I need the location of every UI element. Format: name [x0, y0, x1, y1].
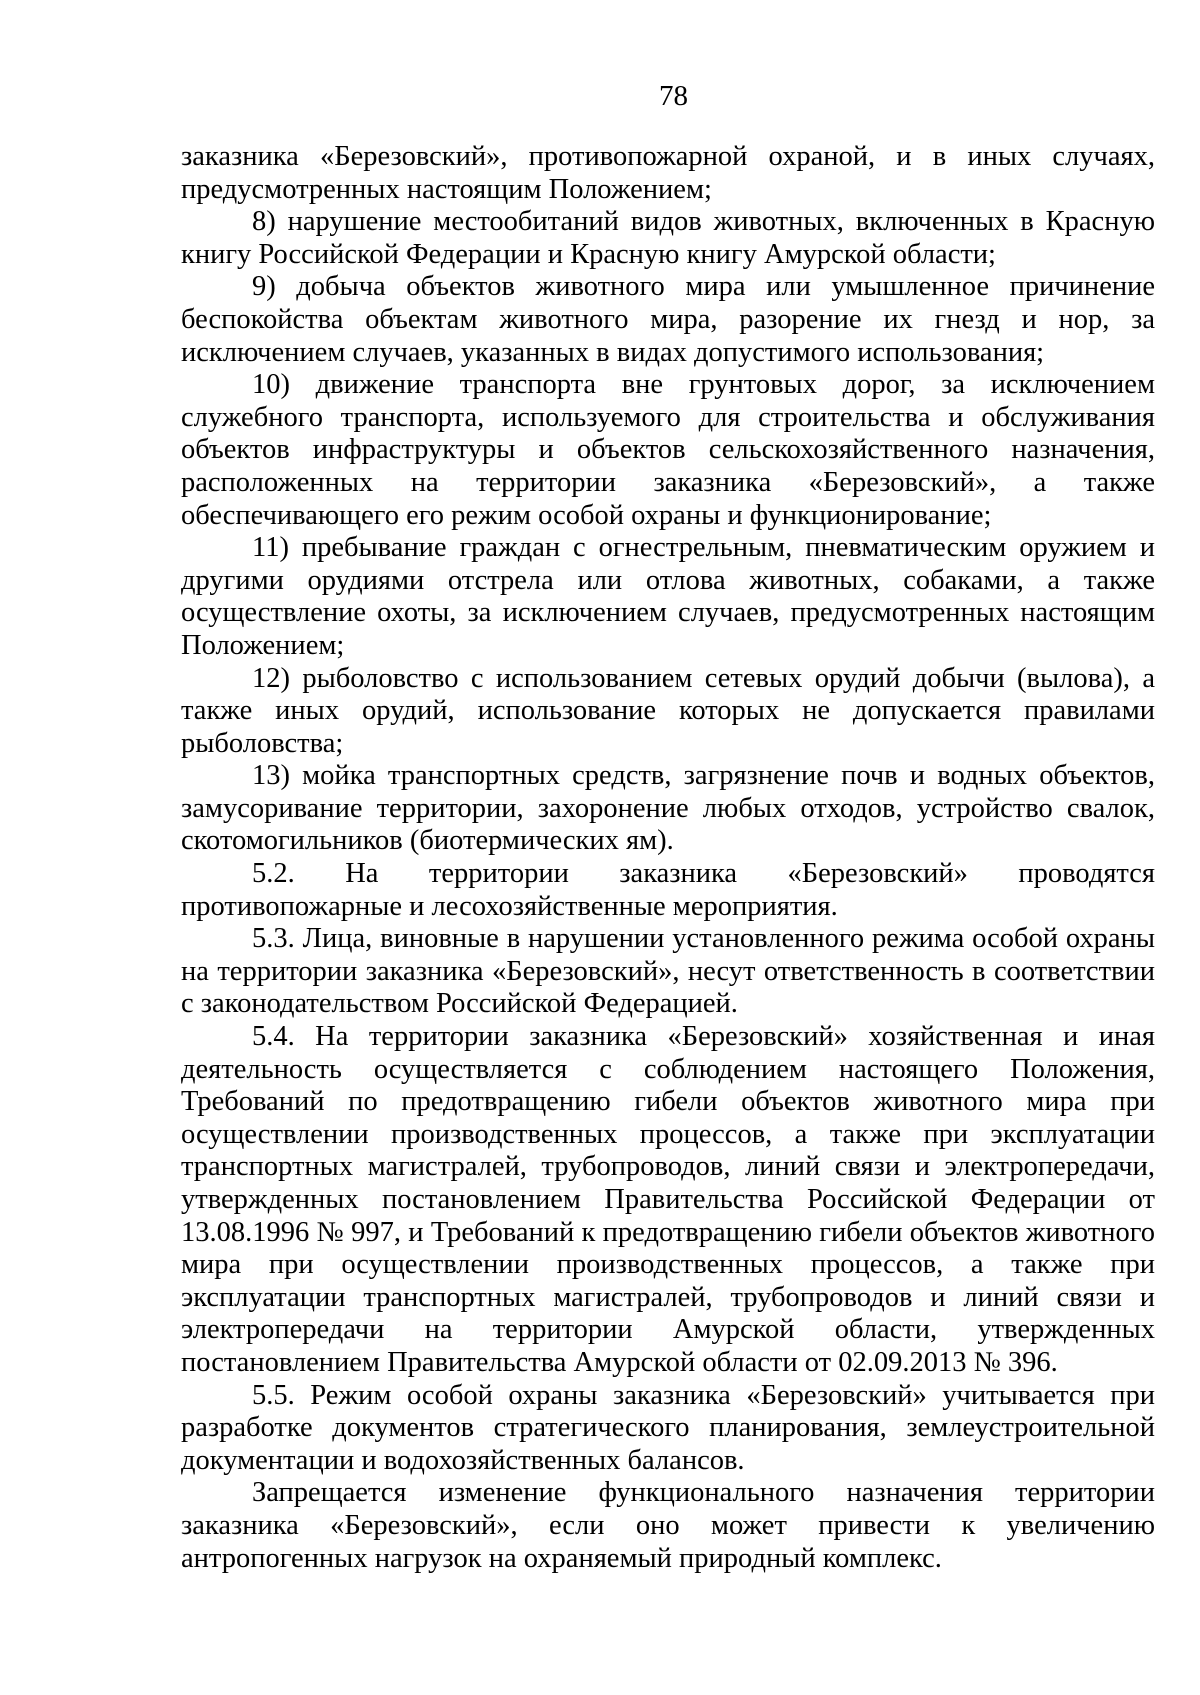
section-5-3: 5.3. Лица, виновные в нарушении установленного режима особой охраны на территории заказника «Березовский», несут ответственность в соответствии с законодательством Российской Федерацией. [181, 923, 1155, 1020]
section-5-5: 5.5. Режим особой охраны заказника «Березовский» учитывается при разработке документов стратегического планирования, землеустроительной документации и водохозяйственных балансов. [181, 1379, 1155, 1476]
page-number: 78 [659, 80, 688, 112]
list-item-13: 13) мойка транспортных средств, загрязнение почв и водных объектов, замусоривание территории, захоронение любых отходов, устройство свалок, скотомогильников (биотермических ям). [181, 760, 1155, 857]
section-5-2: 5.2. На территории заказника «Березовский» проводятся противопожарные и лесохозяйственные мероприятия. [181, 858, 1155, 922]
section-5-4: 5.4. На территории заказника «Березовский» хозяйственная и иная деятельность осуществляется с соблюдением настоящего Положения, Требований по предотвращению гибели объектов животного мира при осуществлении производственных процессов, а также при эксплуатации транспортных магистралей, трубопроводов, линий связи и электропередачи, утвержденных постановлением Правительства Российской Федерации от 13.08.1996 № 997, и Требований к предотвращению гибели объектов животного мира при осуществлении производственных процессов, а также при эксплуатации транспортных магистралей, трубопроводов и линий связи и электропередачи на территории Амурской области, утвержденных постановлением Правительства Амурской области от 02.09.2013 № 396. [181, 1021, 1155, 1378]
document-body [181, 141, 1155, 1575]
list-item-10: 10) движение транспорта вне грунтовых дорог, за исключением служебного транспорта, используемого для строительства и обслуживания объектов инфраструктуры и объектов сельскохозяйственного назначения, расположенных на территории заказника «Березовский», а также обеспечивающего его режим особой охраны и функционирование; [181, 369, 1155, 531]
paragraph-continuation: заказника «Березовский», противопожарной охраной, и в иных случаях, предусмотренных настоящим Положением; [181, 141, 1155, 205]
list-item-9: 9) добыча объектов животного мира или умышленное причинение беспокойства объектам животного мира, разорение их гнезд и нор, за исключением случаев, указанных в видах допустимого использования; [181, 271, 1155, 368]
paragraph-prohibition: Запрещается изменение функционального назначения территории заказника «Березовский», если оно может привести к увеличению антропогенных нагрузок на охраняемый природный комплекс. [181, 1477, 1155, 1574]
list-item-8: 8) нарушение местообитаний видов животных, включенных в Красную книгу Российской Федерации и Красную книгу Амурской области; [181, 206, 1155, 270]
list-item-12: 12) рыболовство с использованием сетевых орудий добычи (вылова), а также иных орудий, использование которых не допускается правилами рыболовства; [181, 662, 1155, 759]
list-item-11: 11) пребывание граждан с огнестрельным, пневматическим оружием и другими орудиями отстрела или отлова животных, собаками, а также осуществление охоты, за исключением случаев, предусмотренных настоящим Положением; [181, 532, 1155, 661]
